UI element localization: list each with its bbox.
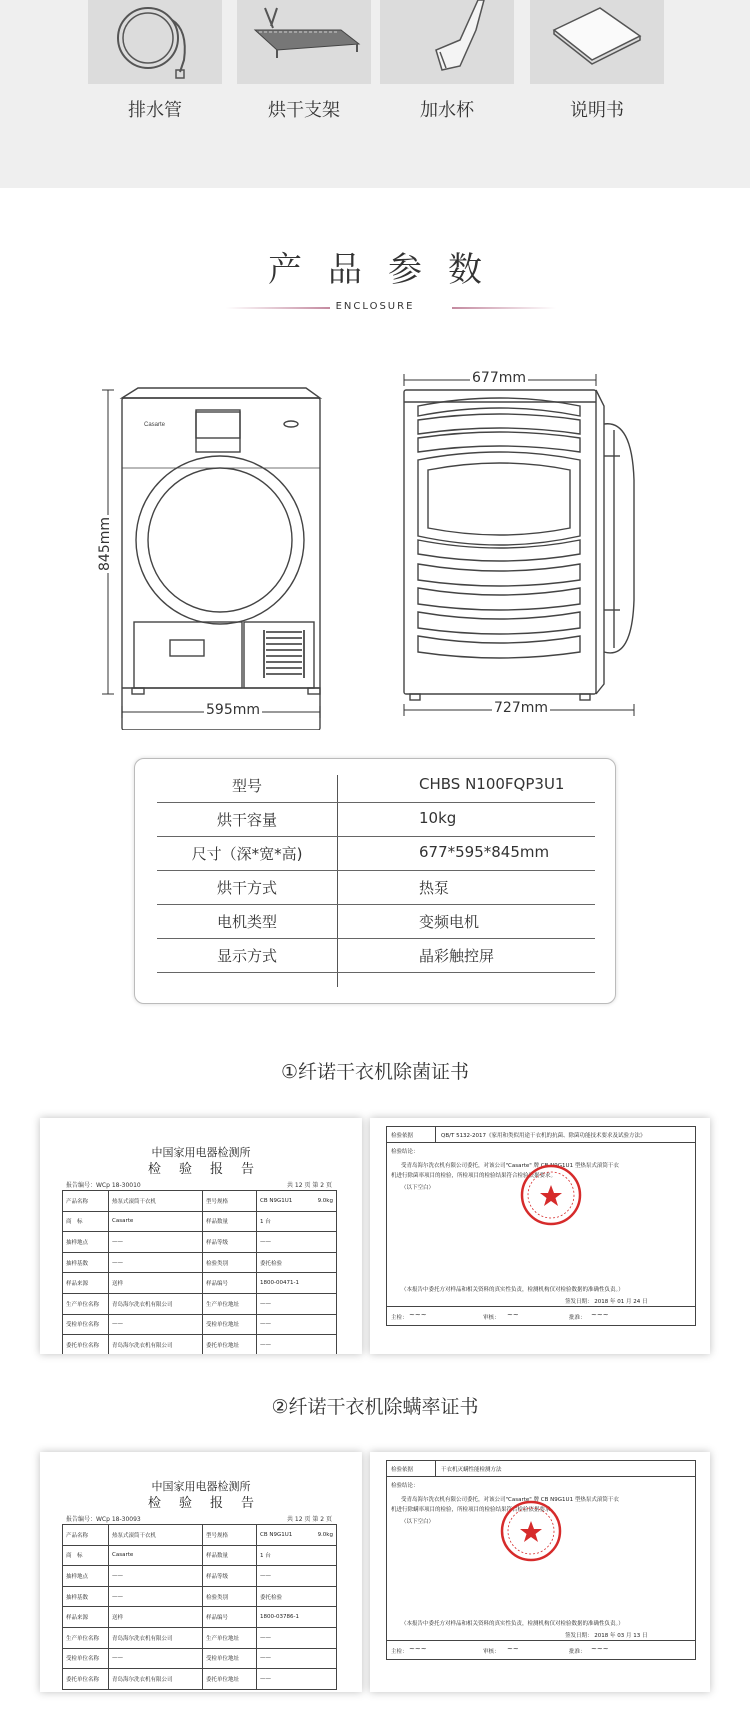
signature-row [387,1641,695,1659]
table-row: 商 标 Casarte 样品数量 1 台 [63,1545,337,1566]
basis-row [387,1461,695,1477]
spec-value: 晶彩触控屏 [419,947,495,965]
report-number: 报告编号：WCp 18-30093 [66,1516,141,1523]
conclusion-box [386,1460,696,1660]
spec-table [134,758,616,1004]
accessory-label: 加水杯 [420,100,474,121]
table-row: 抽样基数 —— 检验类别 委托检验 [63,1252,337,1273]
table-row: 生产单位名称 青岛海尔洗衣机有限公司 生产单位地址 —— [63,1293,337,1314]
table-row: 生产单位名称 青岛海尔洗衣机有限公司 生产单位地址 —— [63,1627,337,1648]
table-row: 受检单位名称 —— 受检单位地址 —— [63,1314,337,1335]
issue-date: 签发日期： 2018 年 03 月 13 日 [565,1633,648,1639]
report-table [62,1190,337,1354]
report-heading: 检验报告 [147,1162,272,1177]
basis-value: QB/T 5132-2017《家用和类似用途干衣机的抗菌、除菌功能技术要求及试验方法》 [441,1133,646,1139]
report-meta [66,1514,332,1523]
signature-image: ~~~ [409,1311,427,1319]
signature-image: ~~ [507,1645,519,1653]
accessory-drying-rack [237,0,371,122]
conclusion-line: （以下空白） [401,1185,435,1191]
section-subtitle: ENCLOSURE [335,301,415,312]
report-heading: 检验报告 [147,1496,272,1511]
table-row: 样品来源 送样 样品编号 1800-03786-1 [63,1607,337,1628]
spec-value: CHBS N100FQP3U1 [419,775,565,793]
manual-book-icon [530,0,664,84]
basis-row [387,1127,695,1143]
report-meta [66,1180,332,1189]
cert2-title: ②纤诺干衣机除螨率证书 [271,1396,479,1418]
brand-logo: Casarte [144,422,166,428]
section-title: 产品参数 [268,250,508,290]
red-stamp [519,1163,583,1227]
spec-row [157,837,595,871]
conclusion-line: 机进行除螨率项目的检验，所检项目的检验结果符合检验依据要求。 [391,1507,557,1513]
dimension-drawings [0,360,750,730]
spec-row [157,769,595,803]
signature-image: ~~ [507,1311,519,1319]
conclusion-line: （以下空白） [401,1519,435,1525]
conclusion-line: 受青岛海尔洗衣机有限公司委托，对该公司"Casarte" 牌 CB N9G1U1 型热泵式滚筒干衣 [401,1497,619,1503]
accessories-band [0,0,750,188]
spec-value: 热泵 [419,879,450,897]
table-row: 抽样地点 —— 样品等级 —— [63,1232,337,1253]
spec-row [157,803,595,837]
signature-image: ~~~ [409,1645,427,1653]
report-pages: 共 12 页 第 2 页 [287,1516,332,1523]
disclaimer: （本报告中委托方对样品和相关资料的真实性负责，检测机构仅对检验数据的准确性负责。） [401,1287,624,1293]
sign-approve-label: 批准： [569,1315,586,1321]
spec-key: 型号 [231,777,262,795]
table-row: 抽样地点 —— 样品等级 —— [63,1566,337,1587]
signature-row [387,1307,695,1325]
drain-hose-icon [88,0,222,84]
spec-value: 10kg [419,809,457,827]
conclusion-box [386,1126,696,1326]
table-row: 抽样基数 —— 检验类别 委托检验 [63,1586,337,1607]
red-stamp [499,1499,563,1563]
conclusion-body [387,1143,695,1307]
sign-review-label: 审核： [483,1315,500,1321]
table-row: 委托单位名称 青岛海尔洗衣机有限公司 委托单位地址 —— [63,1669,337,1690]
accessory-label: 排水管 [128,100,182,121]
table-row: 委托单位名称 青岛海尔洗衣机有限公司 委托单位地址 —— [63,1335,337,1354]
report-number: 报告编号：WCp 18-30010 [66,1182,141,1189]
conclusion-line: 机进行除菌率项目的检验，所检项目的检验结果符合检验依据要求。 [391,1173,557,1179]
basis-label: 检验依据 [391,1133,414,1139]
table-row: 样品来源 送样 样品编号 1800-00471-1 [63,1273,337,1294]
basis-value: 干衣机灭螨性能检测方法 [441,1467,502,1473]
signature-image: ~~~ [591,1311,609,1319]
drying-rack-icon [237,0,371,84]
table-row: 产品名称 热泵式滚筒干衣机 型号规格 CB N9G1U1 9.0kg [63,1191,337,1212]
accessory-water-cup [380,0,514,122]
spec-key: 电机类型 [216,913,277,931]
sign-main-label: 主检： [391,1649,408,1655]
accessory-drain-hose [88,0,222,122]
conclusion-label: 检验结论： [391,1483,419,1489]
cert2-report-page [40,1452,362,1692]
spec-key: 尺寸（深*宽*高) [191,845,303,863]
signature-image: ~~~ [591,1645,609,1653]
accessory-manual [530,0,664,122]
report-org: 中国家用电器检测所 [151,1480,251,1493]
conclusion-line: 受青岛海尔洗衣机有限公司委托，对该公司"Casarte" 牌 CB N9G1U1 型热泵式滚筒干衣 [401,1163,619,1169]
report-table [62,1524,337,1690]
report-pages: 共 12 页 第 2 页 [287,1182,332,1189]
spec-key: 显示方式 [216,947,277,965]
height-dimension: 845mm [97,517,113,571]
cert1-title: ①纤诺干衣机除菌证书 [280,1061,470,1083]
spec-value: 677*595*845mm [419,843,550,861]
sign-review-label: 审核： [483,1649,500,1655]
spec-value: 变频电机 [419,913,480,931]
spec-row [157,905,595,939]
cert2-conclusion-page [370,1452,710,1692]
table-row: 受检单位名称 —— 受检单位地址 —— [63,1648,337,1669]
spec-key: 烘干容量 [216,811,277,829]
report-org: 中国家用电器检测所 [151,1146,251,1159]
disclaimer: （本报告中委托方对样品和相关资料的真实性负责，检测机构仅对检验数据的准确性负责。） [401,1621,624,1627]
issue-date: 签发日期： 2018 年 01 月 24 日 [565,1299,648,1305]
section-header [0,242,750,312]
accessory-label: 烘干支架 [268,100,340,121]
basis-label: 检验依据 [391,1467,414,1473]
width-dimension: 595mm [206,702,260,718]
spec-row [157,939,595,973]
sign-approve-label: 批准： [569,1649,586,1655]
cert1-conclusion-page [370,1118,710,1354]
table-row: 商 标 Casarte 样品数量 1 台 [63,1211,337,1232]
spec-row [157,871,595,905]
conclusion-label: 检验结论： [391,1149,419,1155]
title-divider-left [226,307,330,309]
title-divider-right [452,307,556,309]
cert1-report-page [40,1118,362,1354]
table-row: 产品名称 热泵式滚筒干衣机 型号规格 CB N9G1U1 9.0kg [63,1525,337,1546]
spec-key: 烘干方式 [216,879,277,897]
accessory-label: 说明书 [570,100,624,121]
total-depth-dimension: 727mm [494,700,548,716]
water-cup-icon [380,0,514,84]
conclusion-body [387,1477,695,1641]
depth-dimension: 677mm [472,370,526,386]
sign-main-label: 主检： [391,1315,408,1321]
